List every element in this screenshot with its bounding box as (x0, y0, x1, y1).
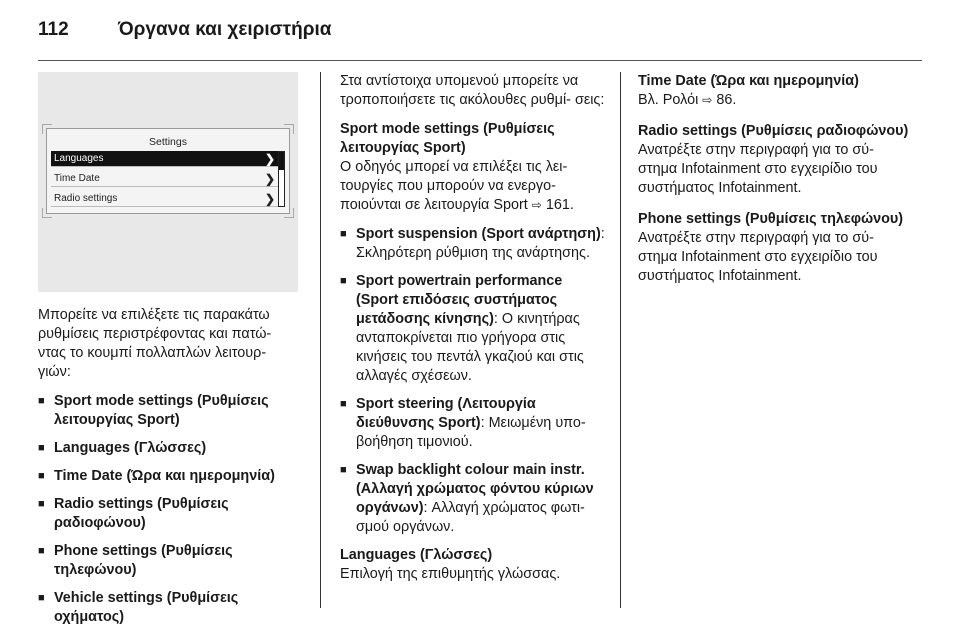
list-item: ■ Languages (Γλώσσες) (38, 439, 298, 458)
menu-item-radio-settings: Radio settings ❯ (51, 191, 279, 207)
menu-item-time-date: Time Date ❯ (51, 171, 279, 187)
list-item: ■ Sport steering (Λειτουργία διεύθυνσης Sport): Μειωμένη υπο- βοήθηση τιμονιού. (340, 395, 606, 452)
list-item: ■ Sport suspension (Sport ανάρτηση): Σκληρότερη ρύθμιση της ανάρτησης. (340, 225, 606, 263)
list-item: ■ Sport mode settings (Ρυθμίσεις λειτουργίας Sport) (38, 392, 298, 430)
section-text: Ανατρέξτε στην περιγραφή για το σύ- στημα Infotainment στο εγχειρίδιο του συστήματος Infotainment. (638, 142, 878, 196)
intro-text: Μπορείτε να επιλέξετε τις παρακάτω ρυθμίσεις περιστρέφοντας και πατώ- ντας το κουμπί πολλαπλών λειτουρ- γιών: (38, 307, 272, 380)
menu-item-languages: Languages ❯ (51, 151, 279, 167)
section-heading: Sport mode settings (Ρυθμίσεις λειτουργίας Sport) (340, 121, 555, 156)
page-reference-arrow-icon: ⇨ (702, 93, 713, 107)
list-item: ■ Vehicle settings (Ρυθμίσεις οχήματος) (38, 589, 298, 627)
column-1 (38, 72, 298, 636)
column-3 (638, 72, 910, 298)
display-screen (46, 128, 290, 214)
page-title: Όργανα και χειριστήρια (118, 19, 332, 40)
phone-settings-section (638, 210, 910, 286)
list-item: ■ Time Date (Ώρα και ημερομηνία) (38, 467, 298, 486)
page-reference: 86. (716, 92, 737, 108)
section-heading: Radio settings (Ρυθμίσεις ραδιοφώνου) (638, 123, 909, 139)
list-item: ■ Phone settings (Ρυθμίσεις τηλεφώνου) (38, 542, 298, 580)
section-heading: Languages (Γλώσσες) (340, 547, 493, 563)
header-divider (38, 60, 922, 61)
section-text: Ο οδηγός μπορεί να επιλέξει τις λει- τουργίες που μπορούν να ενεργο- ποιούνται σε λειτουργία Sport ⇨ 161. (340, 159, 574, 213)
sport-settings-list (340, 225, 606, 537)
scroll-thumb (279, 152, 284, 170)
page-reference: 161. (545, 197, 574, 213)
languages-section (340, 546, 606, 584)
section-heading: Phone settings (Ρυθμίσεις τηλεφώνου) (638, 211, 904, 227)
section-text: Ανατρέξτε στην περιγραφή για το σύ- στημα Infotainment στο εγχειρίδιο του συστήματος Infotainment. (638, 230, 878, 284)
screen-scrollbar (278, 151, 285, 207)
column-2 (340, 72, 606, 596)
column-divider (320, 72, 321, 608)
section-heading: Time Date (Ώρα και ημερομηνία) (638, 73, 859, 89)
section-text: Βλ. Ρολόι ⇨ 86. (638, 92, 737, 108)
screen-title: Settings (149, 136, 187, 148)
column-divider (620, 72, 621, 608)
page-number: 112 (38, 19, 69, 40)
settings-list (38, 392, 298, 627)
chevron-right-icon: ❯ (264, 192, 275, 206)
settings-screen-figure (38, 72, 298, 292)
intro-text: Στα αντίστοιχα υπομενού μπορείτε να τροποποιήσετε τις ακόλουθες ρυθμί- σεις: (340, 73, 605, 108)
list-item: ■ Radio settings (Ρυθμίσεις ραδιοφώνου) (38, 495, 298, 533)
radio-settings-section (638, 122, 910, 198)
chevron-right-icon: ❯ (264, 152, 275, 166)
list-item: ■ Sport powertrain performance (Sport επιδόσεις συστήματος μετάδοσης κίνησης): Ο κινητήρας ανταποκρίνεται πιο γρήγορα στις κινήσεις του πεντάλ γκαζιού και στις αλλαγές σχέσεων. (340, 272, 606, 386)
time-date-section (638, 72, 910, 110)
list-item: ■ Swap backlight colour main instr. (Αλλαγή χρώματος φόντου κύριων οργάνων): Αλλαγή χρώματος φωτι- σμού οργάνων. (340, 461, 606, 537)
section-text: Επιλογή της επιθυμητής γλώσσας. (340, 566, 561, 582)
page-header (38, 10, 331, 50)
page-reference-arrow-icon: ⇨ (531, 198, 542, 212)
chevron-right-icon: ❯ (264, 172, 275, 186)
